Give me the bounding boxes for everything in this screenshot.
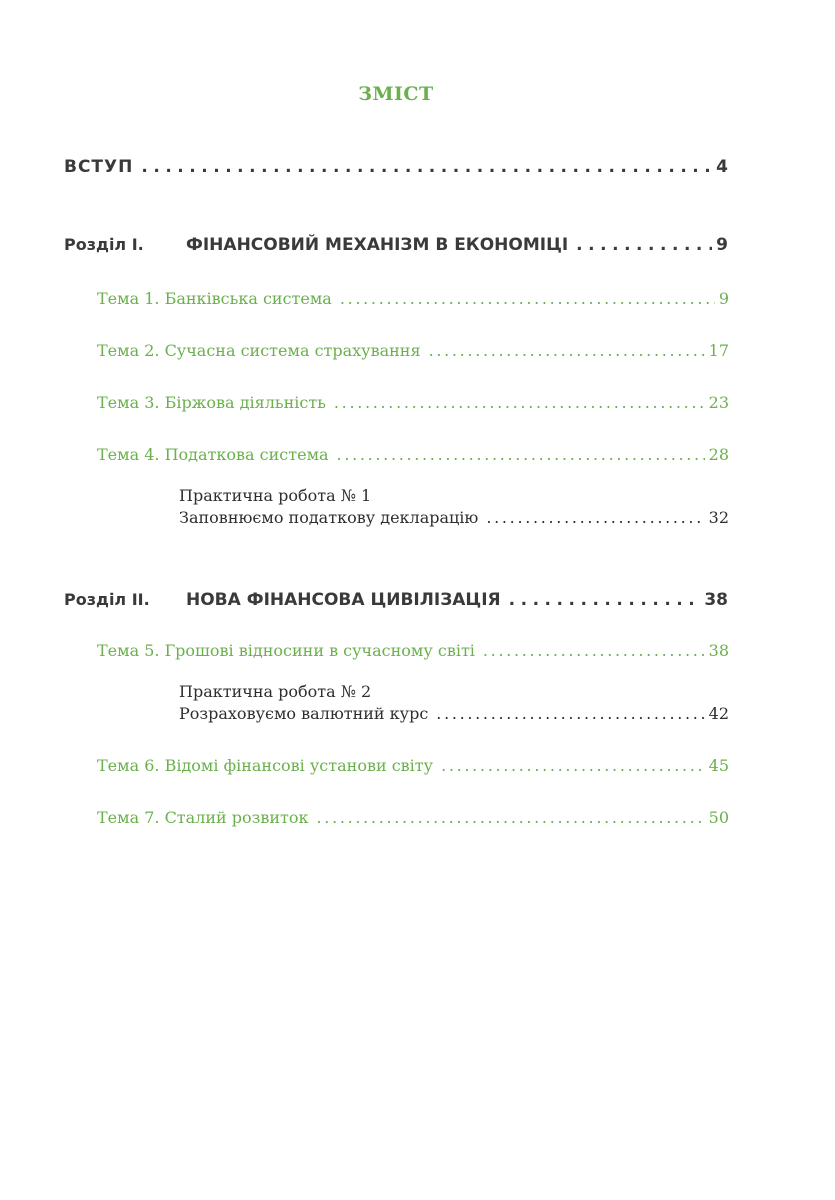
toc-practical-1[interactable] <box>179 484 729 527</box>
topic-title: Тема 2. Сучасна система страхування <box>97 341 421 360</box>
toc-page-number: 32 <box>708 508 729 527</box>
dot-leader <box>436 704 704 723</box>
toc-topic-4[interactable] <box>97 445 729 464</box>
toc-page-number: 28 <box>708 445 729 464</box>
dot-leader <box>486 508 704 527</box>
section-title: НОВА ФІНАНСОВА ЦИВІЛІЗАЦІЯ <box>186 590 501 610</box>
toc-page-number: 38 <box>704 590 728 610</box>
practical-title: Розраховуємо валютний курс <box>179 704 429 723</box>
topic-title: Тема 1. Банківська система <box>97 289 332 308</box>
dot-leader <box>141 157 712 177</box>
toc-practical-2[interactable] <box>179 680 729 723</box>
topic-title: Тема 4. Податкова система <box>97 445 329 464</box>
practical-row <box>179 508 729 527</box>
toc-page-number: 50 <box>708 808 729 827</box>
topic-title: Тема 3. Біржова діяльність <box>97 393 326 412</box>
toc-section-1[interactable] <box>64 235 728 255</box>
toc-entry-intro[interactable] <box>64 157 728 177</box>
dot-leader <box>337 445 705 464</box>
dot-leader <box>429 341 705 360</box>
toc-page-number: 17 <box>708 341 729 360</box>
toc-topic-1[interactable] <box>97 289 729 308</box>
dot-leader <box>576 235 712 255</box>
practical-heading: Практична робота № 2 <box>179 682 372 701</box>
topic-title: Тема 6. Відомі фінансові установи світу <box>97 756 434 775</box>
toc-topic-2[interactable] <box>97 341 729 360</box>
dot-leader <box>340 289 715 308</box>
topic-title: Тема 7. Сталий розвиток <box>97 808 309 827</box>
toc-section-2[interactable] <box>64 590 728 610</box>
toc-topic-7[interactable] <box>97 808 729 827</box>
dot-leader <box>509 590 701 610</box>
section-title: ФІНАНСОВИЙ МЕХАНІЗМ В ЕКОНОМІЦІ <box>186 235 569 255</box>
toc-page-number: 45 <box>708 756 729 775</box>
toc-page-number: 4 <box>716 157 728 177</box>
dot-leader <box>334 393 705 412</box>
toc-page-number: 9 <box>718 289 729 308</box>
toc-page-number: 23 <box>708 393 729 412</box>
topic-title: Тема 5. Грошові відносини в сучасному світі <box>97 641 475 660</box>
toc-page-number: 38 <box>708 641 729 660</box>
dot-leader <box>317 808 705 827</box>
toc-entry-label: ВСТУП <box>64 157 134 177</box>
dot-leader <box>483 641 705 660</box>
dot-leader <box>441 756 705 775</box>
section-prefix: Розділ І. <box>64 235 144 254</box>
page-title: ЗМІСТ <box>358 83 434 105</box>
practical-heading: Практична робота № 1 <box>179 486 372 505</box>
toc-topic-3[interactable] <box>97 393 729 412</box>
toc-topic-5[interactable] <box>97 641 729 660</box>
section-prefix: Розділ ІІ. <box>64 590 150 609</box>
toc-page-number: 9 <box>716 235 728 255</box>
practical-title: Заповнюємо податкову декларацію <box>179 508 479 527</box>
toc-topic-6[interactable] <box>97 756 729 775</box>
practical-row <box>179 704 729 723</box>
toc-page-number: 42 <box>708 704 729 723</box>
